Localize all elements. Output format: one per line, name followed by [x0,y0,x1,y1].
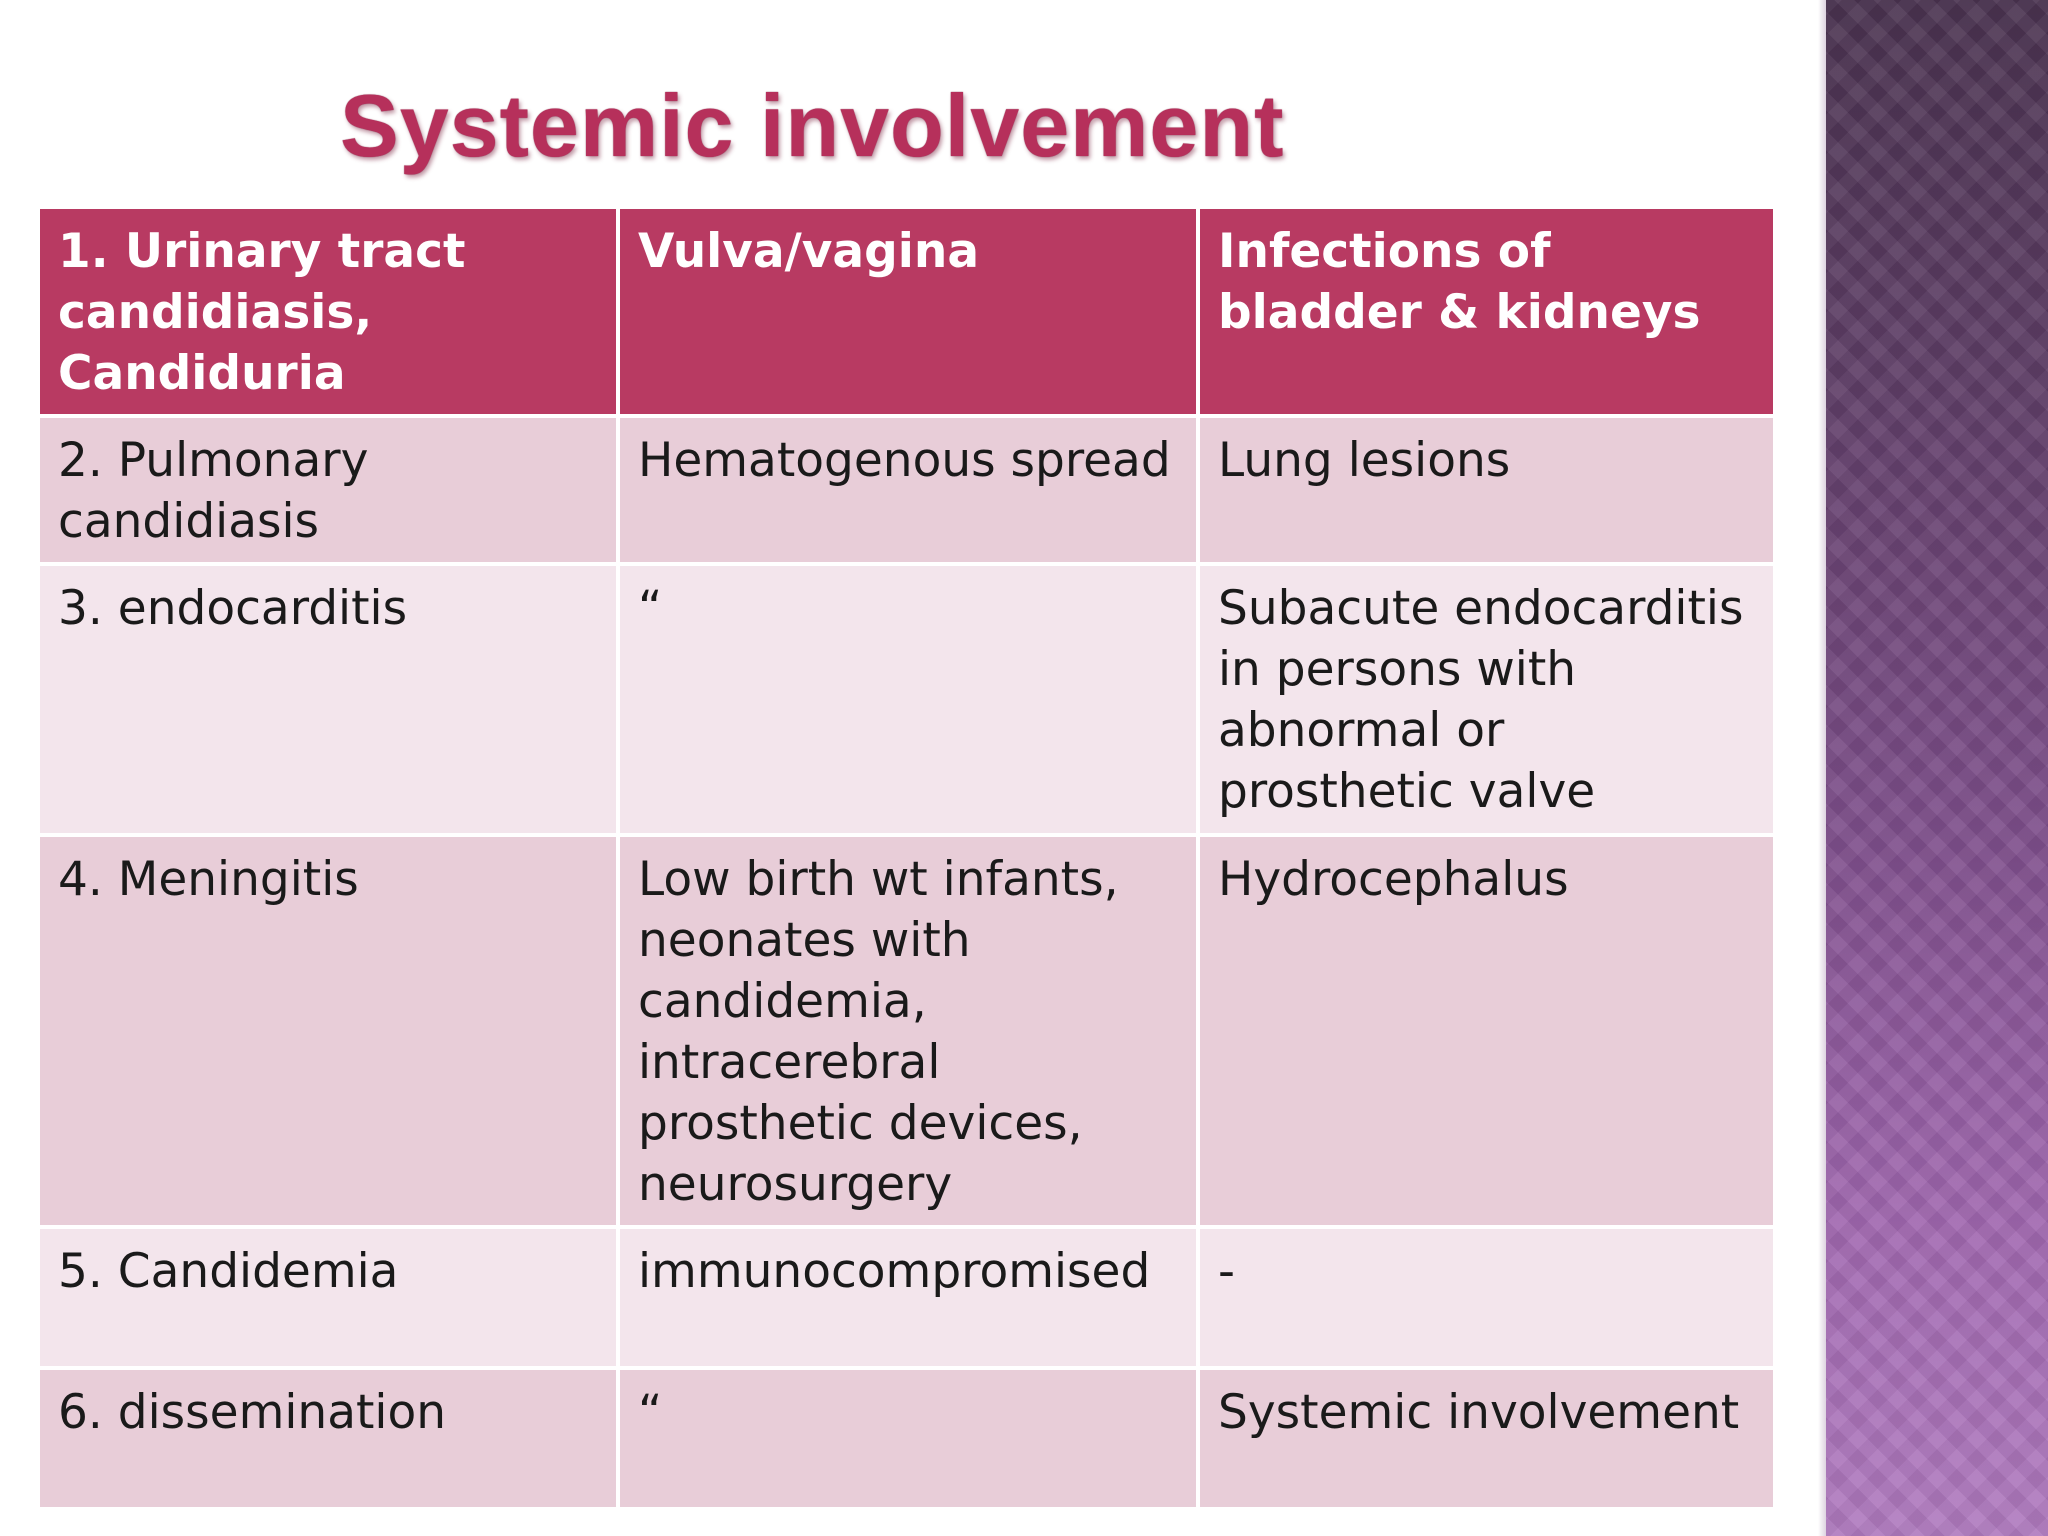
table-cell-condition: 4. Meningitis [38,835,618,1227]
table-cell-route: “ [618,564,1198,835]
table-cell-outcome: Subacute endocarditis in persons with abnormal or prosthetic valve [1198,564,1775,835]
table-cell-outcome: Lung lesions [1198,416,1775,564]
table-cell-condition: 3. endocarditis [38,564,618,835]
table-cell-condition: 6. dissemination [38,1368,618,1509]
decorative-side-band [1826,0,2048,1536]
table-cell-route: Low birth wt infants, neonates with candidemia, intracerebral prosthetic devices, neurosurgery [618,835,1198,1227]
systemic-involvement-table [36,205,1777,1511]
table-cell-outcome: Hydrocephalus [1198,835,1775,1227]
table-cell-outcome: - [1198,1227,1775,1368]
table-row [38,416,1775,564]
table-cell-condition: 2. Pulmonary candidiasis [38,416,618,564]
table-cell-route: “ [618,1368,1198,1509]
slide-title: Systemic involvement [340,76,1285,175]
table-row [38,835,1775,1227]
table-cell-outcome: Systemic involvement [1198,1368,1775,1509]
table-cell-route: Hematogenous spread [618,416,1198,564]
table-row [38,207,1775,416]
table-cell-route: immunocompromised [618,1227,1198,1368]
side-band-edge [1818,0,1826,1536]
table-row [38,1368,1775,1509]
table-row [38,1227,1775,1368]
table-cell-route: Vulva/vagina [618,207,1198,416]
table-cell-condition: 5. Candidemia [38,1227,618,1368]
table-row [38,564,1775,835]
table-cell-condition: 1. Urinary tract candidiasis, Candiduria [38,207,618,416]
table-cell-outcome: Infections of bladder & kidneys [1198,207,1775,416]
